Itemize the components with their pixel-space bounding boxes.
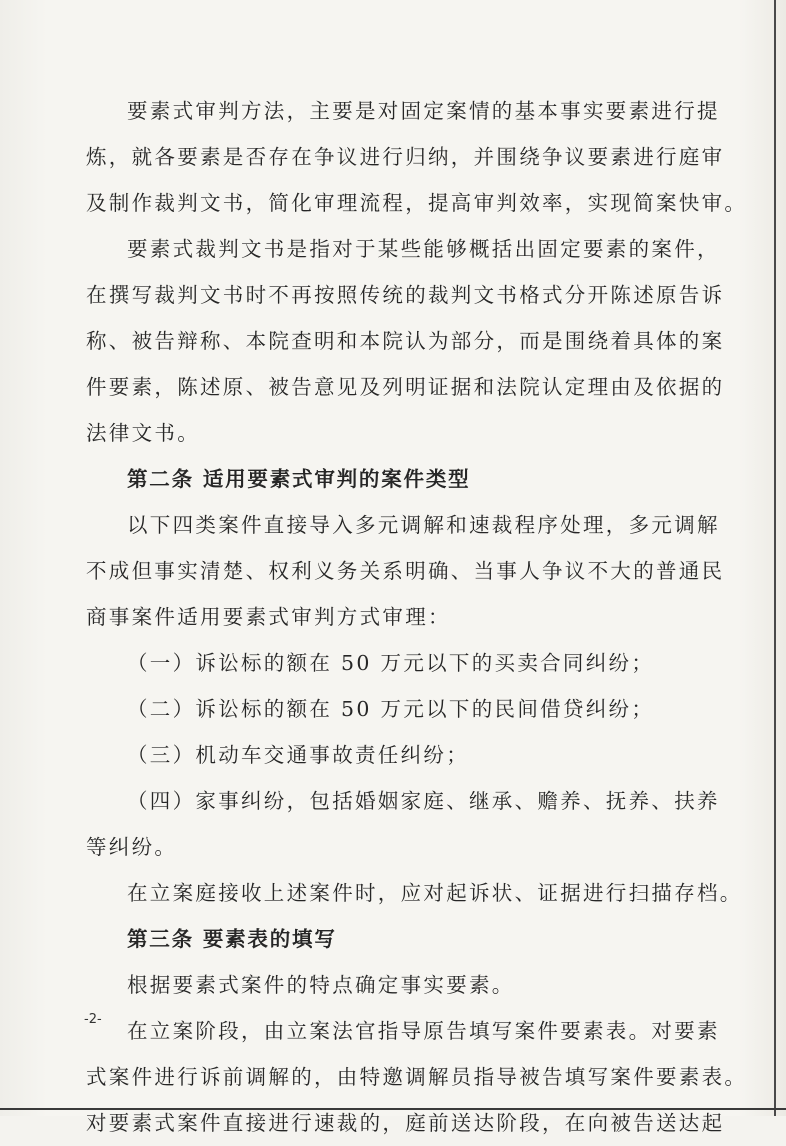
paragraph-line: 要素式裁判文书是指对于某些能够概括出固定要素的案件， bbox=[127, 237, 720, 261]
article-3-heading: 第三条 要素表的填写 bbox=[127, 927, 337, 951]
paragraph-line: 等纠纷。 bbox=[86, 835, 178, 859]
paragraph-line: 炼，就各要素是否存在争议进行归纳，并围绕争议要素进行庭审 bbox=[86, 145, 725, 169]
page-number: -2- bbox=[84, 1012, 102, 1027]
document-body bbox=[86, 88, 748, 1146]
list-item: （一）诉讼标的额在 50 万元以下的买卖合同纠纷； bbox=[127, 651, 655, 675]
paragraph-line: 在立案庭接收上述案件时，应对起诉状、证据进行扫描存档。 bbox=[127, 881, 743, 905]
paragraph-line: 对要素式案件直接进行速裁的，庭前送达阶段，在向被告送达起 bbox=[86, 1111, 725, 1135]
scan-edge-right bbox=[774, 0, 776, 1116]
paragraph-line: 以下四类案件直接导入多元调解和速裁程序处理，多元调解 bbox=[127, 513, 720, 537]
paragraph-line: 商事案件适用要素式审判方式审理： bbox=[86, 605, 451, 629]
paragraph-line: 称、被告辩称、本院查明和本院认为部分，而是围绕着具体的案 bbox=[86, 329, 725, 353]
paragraph-line: 及制作裁判文书，简化审理流程，提高审判效率，实现简案快审。 bbox=[86, 191, 748, 215]
paragraph-line: 不成但事实清楚、权利义务关系明确、当事人争议不大的普通民 bbox=[86, 559, 725, 583]
paragraph-line: 根据要素式案件的特点确定事实要素。 bbox=[127, 973, 515, 997]
list-item: （三）机动车交通事故责任纠纷； bbox=[127, 743, 469, 767]
paragraph-line: 要素式审判方法，主要是对固定案情的基本事实要素进行提 bbox=[127, 99, 720, 123]
paragraph-line: 在撰写裁判文书时不再按照传统的裁判文书格式分开陈述原告诉 bbox=[86, 283, 725, 307]
list-item: （四）家事纠纷，包括婚姻家庭、继承、赡养、抚养、扶养 bbox=[127, 789, 720, 813]
list-item: （二）诉讼标的额在 50 万元以下的民间借贷纠纷； bbox=[127, 697, 655, 721]
paragraph-line: 式案件进行诉前调解的，由特邀调解员指导被告填写案件要素表。 bbox=[86, 1065, 748, 1089]
paragraph-line: 在立案阶段，由立案法官指导原告填写案件要素表。对要素 bbox=[127, 1019, 720, 1043]
article-2-heading: 第二条 适用要素式审判的案件类型 bbox=[127, 467, 471, 491]
paragraph-line: 法律文书。 bbox=[86, 421, 200, 445]
paragraph-line: 件要素，陈述原、被告意见及列明证据和法院认定理由及依据的 bbox=[86, 375, 725, 399]
